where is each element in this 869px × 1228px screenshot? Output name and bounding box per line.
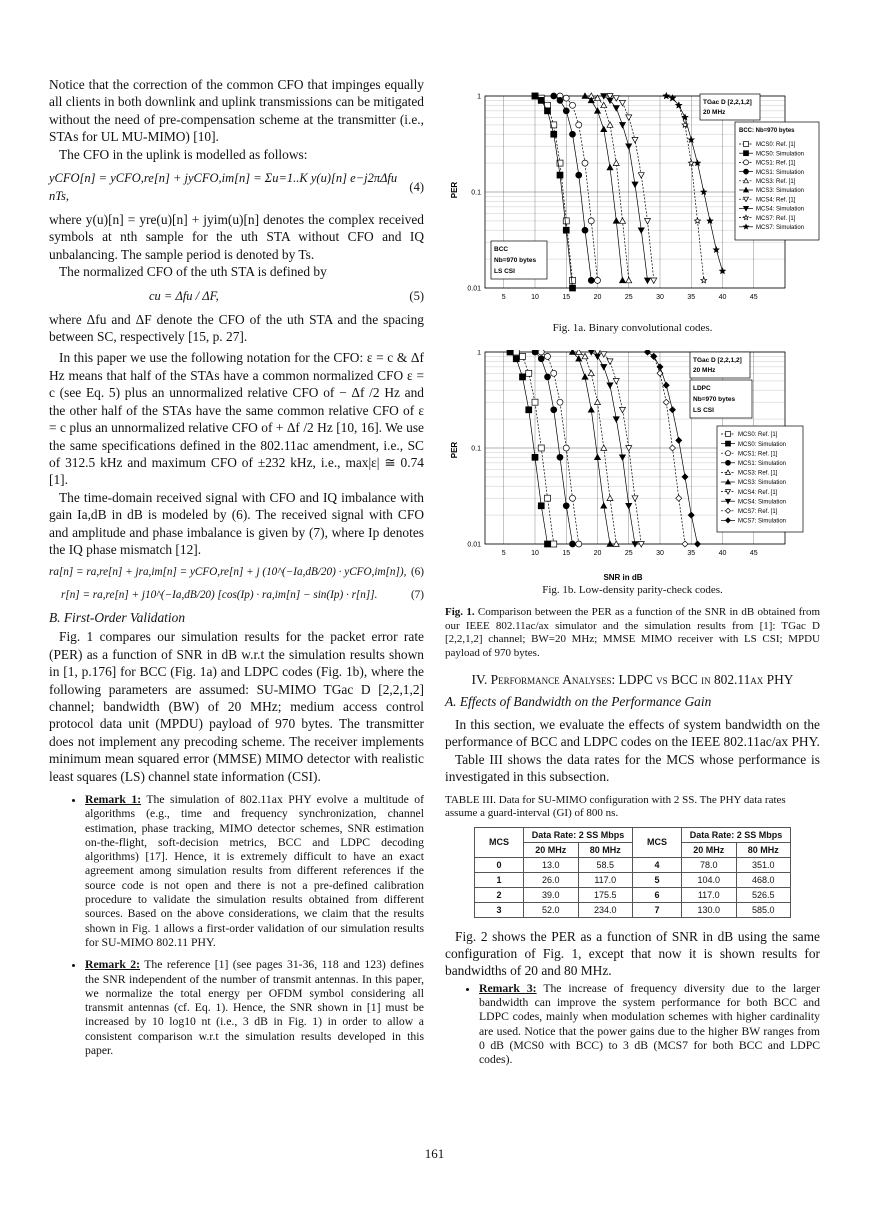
- paragraph: In this section, we evaluate the effects of system bandwidth on the performance of BCC and LDPC codes on the IEEE 802.11ac/ax PHY.: [445, 717, 820, 750]
- series-line: [585, 96, 623, 280]
- data-point: [682, 474, 688, 480]
- data-point: [682, 541, 688, 547]
- subsection-heading: A. Effects of Bandwidth on the Performance Gain: [445, 694, 712, 709]
- info-box-bottom: [491, 241, 547, 279]
- legend-label: MCS3: Ref. [1]: [756, 179, 796, 185]
- table-header: 80 MHz: [736, 842, 791, 857]
- data-point: [607, 383, 613, 388]
- x-tick-label: 5: [501, 550, 506, 557]
- data-point: [601, 102, 607, 107]
- data-point: [588, 218, 594, 224]
- figure-1b-chart: [445, 350, 820, 582]
- data-point: [688, 160, 694, 165]
- data-point: [570, 350, 576, 354]
- svg-text:LS CSI: LS CSI: [693, 407, 714, 414]
- paragraph: Fig. 1 compares our simulation results for the packet error rate (PER) as a function of SNR in dB w.r.t the simulation results shown in [1, p.176] for BCC (Fig. 1a) and LDPC codes (Fig. 1b), where the following parameters are assumed: SU-MIMO TGac D [2,2,1,2] channel; bandwidth (BW) of 20 MHz; medium access control protocol data unit (MPDU) payload of 970 bytes. The transmitter does not implement any precoding scheme. The receiver implements minimum mean squared error (MMSE) MIMO detector with realistic least squares (LS) channel state information (CSI).: [49, 629, 424, 784]
- table-header: MCS: [633, 827, 682, 857]
- data-point: [557, 97, 563, 103]
- x-tick-label: 15: [562, 550, 571, 557]
- data-point: [607, 359, 613, 364]
- data-point: [601, 126, 607, 131]
- data-point: [613, 378, 619, 383]
- data-point: [588, 407, 594, 412]
- table-row: 1 26.0 117.0 5 104.0 468.0: [475, 872, 791, 887]
- data-point: [663, 399, 669, 405]
- data-point: [676, 437, 682, 443]
- figure-1a-caption: Fig. 1a. Binary convolutional codes.: [552, 322, 713, 334]
- data-point: [513, 356, 519, 362]
- legend-label: MCS1: Simulation: [756, 169, 805, 176]
- data-point: [526, 370, 532, 376]
- data-point: [538, 445, 544, 451]
- x-axis-label: [625, 317, 664, 318]
- data-point: [607, 122, 613, 127]
- figure-1-caption: Fig. 1. Comparison between the PER as a function of the SNR in dB obtained from our IEEE 802.11ac/ax simulator and the simulation results from [1]: TGac D [2,2,1,2] channel; BW=20 MHz; MMSE MIMO receiver with LS CSI; MPDU payload of 970 bytes.: [445, 606, 821, 659]
- data-point: [532, 454, 538, 460]
- data-point: [670, 445, 676, 451]
- remark-3: • Remark 3: The increase of frequency diversity due to the larger bandwidth can improve the system performance for both BCC and LDPC codes, mainly when modulation schemes with higher cardinality are used. Notice that the power gains due to the higher BW ranges from 0 dB (MCS0 with BCC) to 3 dB (MCS7 for both BCC and LDPC codes).: [479, 982, 820, 1068]
- table-caption: TABLE III. Data for SU-MIMO configuration with 2 SS. The PHY data rates assume a guard-interval (GI) of 800 ns.: [445, 793, 786, 820]
- paragraph: The time-domain received signal with CFO and IQ imbalance with gain Ia,dB in dB is modeled by (6). The received signal with CFO and amplitude and phase imbalance is given by (7), where Ip denotes the IQ phase mismatch [12].: [49, 489, 424, 557]
- svg-text:Nb=970 bytes: Nb=970 bytes: [494, 257, 537, 264]
- figure-1a-chart: [445, 88, 820, 318]
- data-point: [676, 495, 682, 501]
- paragraph: Fig. 2 shows the PER as a function of SNR in dB using the same configuration of Fig. 1, except that now it is shown results for bandwidths of 20 and 80 MHz.: [445, 928, 820, 979]
- paragraph: where y(u)[n] = yre(u)[n] + jyim(u)[n] denotes the complex received symbols at nth sample for the uth STA without CFO and IQ unbalancing. The sample period is denoted by Ts.: [49, 212, 424, 262]
- legend-marker: [726, 432, 731, 437]
- table-header: Data Rate: 2 SS Mbps: [682, 827, 791, 842]
- data-point: [620, 218, 626, 223]
- x-tick-label: 35: [687, 550, 696, 557]
- data-point: [645, 218, 651, 223]
- x-tick-label: 30: [656, 550, 664, 557]
- data-point: [538, 356, 544, 362]
- data-point: [651, 278, 657, 283]
- legend-label: MCS3: Ref. [1]: [738, 470, 778, 477]
- data-point: [557, 172, 563, 178]
- svg-text:LDPC: LDPC: [693, 385, 711, 392]
- data-point: [688, 137, 694, 142]
- data-point: [526, 407, 532, 413]
- data-point: [551, 131, 557, 137]
- y-tick-label: 0.01: [467, 285, 481, 293]
- y-tick-label: 1: [477, 350, 481, 357]
- svg-text:20 MHz: 20 MHz: [693, 367, 716, 374]
- data-point: [701, 277, 707, 282]
- data-table: [474, 827, 791, 918]
- x-tick-label: 15: [562, 294, 571, 301]
- data-point: [695, 160, 701, 165]
- legend-label: MCS4: Simulation: [738, 499, 787, 506]
- data-point: [595, 399, 601, 404]
- info-box-mid: [690, 380, 752, 418]
- left-column: [49, 76, 424, 1066]
- data-point: [632, 182, 638, 187]
- x-tick-label: 25: [624, 550, 633, 557]
- data-point: [626, 144, 632, 149]
- data-point: [595, 454, 601, 459]
- data-point: [670, 407, 676, 413]
- data-point: [582, 227, 588, 233]
- legend-label: MCS1: Ref. [1]: [738, 451, 778, 458]
- x-tick-label: 35: [687, 294, 696, 301]
- remark-2: • Remark 2: The reference [1] (see pages 31-36, 118 and 123) defines the SNR independent of the number of transmit antennas. In this paper, we normalize the total energy per OFDM symbol considering all transmit antennas (cf. Eq. 1). Hence, the SNR shown in [1] must be increased by 10 log10 nt (i.e., 3 dB in Fig. 1) in order to allow a consistent comparison w.r.t the simulation results developed in this paper.: [85, 958, 424, 1058]
- equation-6: ra[n] = ra,re[n] + jra,im[n] = yCFO,re[n] + j (10^(−Ia,dB/20) · yCFO,im[n]), (6): [49, 566, 424, 579]
- data-point: [682, 114, 688, 119]
- data-point: [607, 495, 613, 500]
- equation-7: r[n] = ra,re[n] + j10^(−Ia,dB/20) [cos(Ip) · ra,im[n] − sin(Ip) · r[n]]. (7): [61, 589, 424, 602]
- data-point: [601, 503, 607, 508]
- data-point: [563, 503, 569, 509]
- legend-marker: [726, 451, 731, 456]
- page-number: 161: [424, 1146, 445, 1161]
- subsection-heading: B. First-Order Validation: [49, 610, 186, 626]
- legend-marker: [744, 142, 749, 147]
- data-point: [588, 370, 594, 375]
- legend-label: MCS0: Ref. [1]: [756, 142, 796, 149]
- table-header: 80 MHz: [578, 842, 633, 857]
- data-point: [576, 122, 582, 128]
- data-point: [607, 164, 613, 169]
- info-box-top: [700, 94, 760, 120]
- y-tick-label: 0.1: [471, 189, 481, 197]
- equation-5: cu = Δfu / ΔF, (5): [149, 288, 424, 303]
- svg-text:20 MHz: 20 MHz: [703, 109, 726, 116]
- svg-text:BCC: BCC: [494, 246, 509, 253]
- x-tick-label: 20: [593, 550, 602, 557]
- remark-1: • Remark 1: The simulation of 802.11ax PHY evolve a multitude of algorithms (e.g., time and frequency synchronization, channel estimation, phase tracking, MIMO detector schemes, SNR estimation on-the-flight, soft-decision metrics, BCC and LDPC decoding algorithms) [17]. Hence, it is extremely difficult to have an exact agreement among simulation results from different references if the source code is not open and there is not a pre-defined calibration procedure to validate the simulation results obtained from different sources. Based on the above considerations, we claim that the results shown in Fig. 1 allows a first-order validation of our simulation results for SU-MIMO 802.11 PHY.: [85, 793, 424, 950]
- data-point: [632, 137, 638, 142]
- data-point: [601, 364, 607, 369]
- data-point: [720, 268, 726, 273]
- svg-text:TGac D [2,2,1,2]: TGac D [2,2,1,2]: [703, 99, 752, 106]
- legend-label: MCS7: Simulation: [738, 518, 787, 525]
- y-axis-label: PER: [450, 181, 459, 199]
- data-point: [595, 354, 601, 359]
- legend-label: MCS0: Simulation: [738, 441, 787, 448]
- data-point: [620, 122, 626, 127]
- data-point: [620, 455, 626, 460]
- data-point: [595, 277, 601, 283]
- data-point: [570, 541, 576, 547]
- data-point: [563, 227, 569, 233]
- data-point: [688, 512, 694, 518]
- x-tick-label: 10: [531, 294, 539, 301]
- x-tick-label: 25: [624, 294, 633, 301]
- data-point: [620, 407, 626, 412]
- paragraph: The CFO in the uplink is modelled as follows:: [59, 146, 308, 162]
- data-point: [538, 97, 544, 103]
- y-axis-label: PER: [450, 441, 459, 459]
- data-point: [551, 407, 557, 413]
- data-point: [520, 374, 526, 380]
- table-header: 20 MHz: [682, 842, 737, 857]
- x-tick-label: 45: [749, 550, 758, 557]
- data-point: [582, 160, 588, 166]
- data-point: [663, 93, 669, 98]
- data-point: [663, 382, 669, 388]
- data-point: [576, 541, 582, 547]
- series-line: [554, 96, 592, 280]
- data-point: [595, 108, 601, 113]
- svg-text:LS CSI: LS CSI: [494, 268, 515, 275]
- paragraph: In this paper we use the following notation for the CFO: ε = c & Δf Hz means that half of the STAs have a common normalized CFO ε = c (see Eq. 5) plus an unnormalized relative CFO of − Δf /2 Hz and the other half of the STAs have the same common relative CFO of ε = c plus an unnormalized relative CFO of + Δf /2 Hz [10, 16]. We use the same specifications defined in the 802.11ac amendment, i.e., SC of 312.5 kHz and maximum CFO of ±232 kHz, i.e., max|ε| ≅ 0.74 [1].: [49, 350, 424, 488]
- data-point: [538, 350, 544, 355]
- data-point: [620, 277, 626, 282]
- data-point: [551, 541, 557, 547]
- equation-4: yCFO[n] = yCFO,re[n] + jyCFO,im[n] = Σu=1..K y(u)[n] e−j2πΔfu nTs, (4): [49, 171, 424, 204]
- remark-list: [445, 982, 820, 1068]
- data-point: [620, 100, 626, 105]
- y-tick-label: 1: [477, 93, 481, 101]
- figure-1b-caption: Fig. 1b. Low-density parity-check codes.: [542, 584, 723, 596]
- data-point: [701, 189, 707, 194]
- data-point: [563, 108, 569, 114]
- x-tick-label: 5: [501, 294, 506, 301]
- data-point: [707, 218, 713, 223]
- table-header: Data Rate: 2 SS Mbps: [524, 827, 633, 842]
- data-point: [532, 350, 538, 355]
- legend-marker: [726, 460, 731, 465]
- data-point: [626, 277, 632, 282]
- x-tick-label: 40: [718, 550, 727, 557]
- data-point: [557, 399, 563, 405]
- data-point: [588, 277, 594, 283]
- x-tick-label: 10: [531, 550, 539, 557]
- data-point: [538, 503, 544, 509]
- data-point: [613, 218, 619, 223]
- data-point: [632, 496, 638, 501]
- x-tick-label: 30: [656, 294, 664, 301]
- legend-label: MCS4: Ref. [1]: [738, 489, 778, 496]
- paragraph: Notice that the correction of the common CFO that impinges equally all clients in both downlink and uplink transmissions can be mitigated without the need of pre-compensation scheme at the transmitter (i.e., STAs for UL MU-MIMO) [10].: [49, 77, 424, 145]
- legend-label: MCS0: Ref. [1]: [738, 432, 778, 439]
- data-point: [626, 115, 632, 120]
- info-box-top: [690, 352, 750, 378]
- table-row: 3 52.0 234.0 7 130.0 585.0: [475, 902, 791, 917]
- data-point: [545, 495, 551, 501]
- table-row: 0 13.0 58.5 4 78.0 351.0: [475, 857, 791, 872]
- svg-text:TGac D [2,2,1,2]: TGac D [2,2,1,2]: [693, 357, 742, 364]
- data-point: [570, 102, 576, 108]
- table-header: 20 MHz: [524, 842, 579, 857]
- data-point: [570, 131, 576, 137]
- legend-title: BCC: Nb=970 bytes: [739, 128, 795, 134]
- data-point: [613, 106, 619, 111]
- right-column: [445, 88, 820, 1076]
- x-tick-label: 40: [718, 294, 727, 301]
- data-point: [582, 374, 588, 379]
- legend-marker: [744, 151, 749, 156]
- section-heading: IV. Performance Analyses: LDPC vs BCC in 802.11ax PHY: [471, 672, 794, 687]
- data-point: [545, 108, 551, 114]
- data-point: [613, 160, 619, 165]
- data-point: [638, 173, 644, 178]
- data-point: [551, 93, 557, 99]
- legend-label: MCS7: Ref. [1]: [738, 509, 778, 515]
- data-point: [651, 353, 657, 359]
- data-point: [557, 454, 563, 460]
- legend-label: MCS3: Simulation: [738, 480, 787, 487]
- series-line: [610, 96, 654, 280]
- y-tick-label: 0.1: [471, 445, 481, 453]
- paragraph: The normalized CFO of the uth STA is defined by: [59, 264, 327, 280]
- paragraph: where Δfu and ΔF denote the CFO of the uth STA and the spacing between SC, respectively [15, p. 27].: [49, 311, 424, 345]
- data-point: [513, 350, 519, 355]
- data-point: [545, 353, 551, 359]
- legend-label: MCS7: Simulation: [756, 225, 805, 231]
- legend-label: MCS7: Ref. [1]: [756, 215, 796, 222]
- data-point: [570, 285, 576, 291]
- legend-label: MCS1: Simulation: [738, 461, 787, 467]
- legend: [717, 426, 803, 532]
- data-point: [626, 503, 632, 508]
- data-point: [532, 93, 538, 99]
- data-point: [551, 370, 557, 376]
- legend-label: MCS4: Simulation: [756, 206, 805, 213]
- table-header: MCS: [475, 827, 524, 857]
- data-point: [695, 218, 701, 223]
- data-point: [638, 228, 644, 233]
- data-point: [645, 278, 651, 283]
- data-point: [520, 353, 526, 359]
- data-point: [613, 417, 619, 422]
- series-line: [666, 96, 722, 271]
- data-point: [695, 541, 701, 547]
- legend-marker: [726, 441, 731, 446]
- svg-text:Nb=970 bytes: Nb=970 bytes: [693, 396, 736, 403]
- legend-label: MCS1: Ref. [1]: [756, 160, 796, 167]
- table-row: 2 39.0 175.5 6 117.0 526.5: [475, 887, 791, 902]
- x-tick-label: 45: [749, 294, 758, 301]
- paragraph: Table III shows the data rates for the MCS whose performance is investigated in this subsection.: [445, 751, 820, 785]
- legend-marker: [744, 160, 749, 165]
- data-point: [576, 172, 582, 178]
- data-point: [713, 247, 719, 252]
- data-point: [563, 218, 569, 224]
- data-point: [657, 364, 663, 370]
- data-point: [570, 277, 576, 283]
- data-point: [507, 350, 513, 355]
- remark-list: [49, 793, 424, 1058]
- legend-label: MCS4: Ref. [1]: [756, 197, 796, 204]
- data-point: [576, 350, 582, 354]
- data-point: [545, 541, 551, 547]
- legend-label: MCS3: Simulation: [756, 188, 805, 195]
- data-point: [582, 353, 588, 358]
- x-tick-label: 20: [593, 294, 602, 301]
- data-point: [588, 350, 594, 355]
- data-point: [563, 95, 569, 101]
- legend-marker: [744, 169, 749, 174]
- x-axis-label: SNR in dB: [603, 573, 643, 582]
- data-point: [645, 350, 651, 355]
- legend-label: MCS0: Simulation: [756, 151, 805, 158]
- y-tick-label: 0.01: [467, 541, 481, 549]
- legend: [735, 122, 819, 240]
- data-point: [570, 495, 576, 501]
- data-point: [532, 399, 538, 405]
- data-point: [563, 445, 569, 451]
- data-point: [545, 374, 551, 380]
